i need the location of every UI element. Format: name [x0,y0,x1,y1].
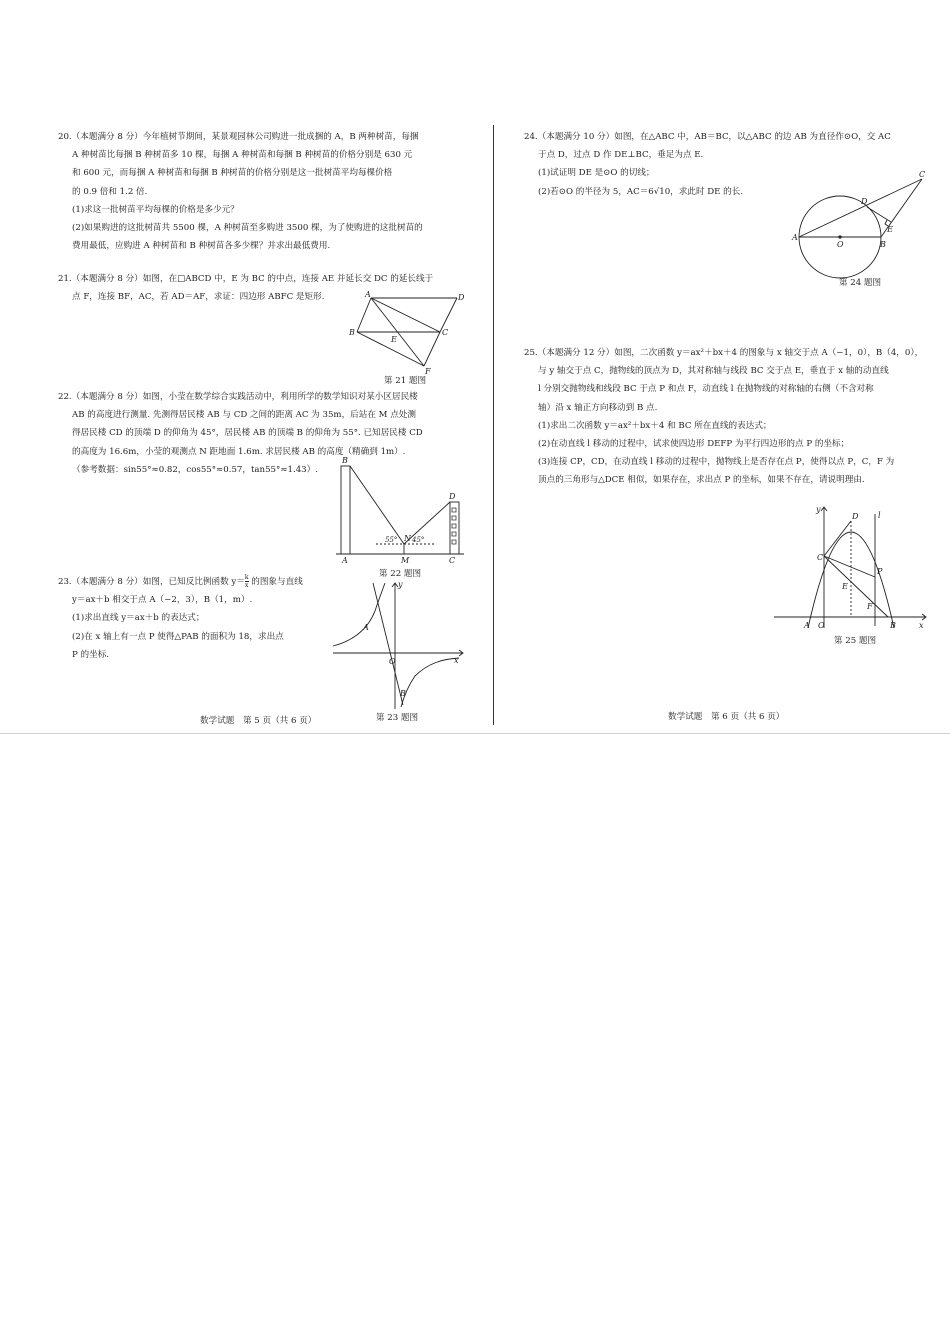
fig21-label-d: D [458,293,465,302]
fig25-label-c: C [817,553,824,562]
q23-line1-post: 的图象与直线 [248,577,303,587]
q23-frac-den: x [245,582,249,589]
fig24-label-o: O [837,240,844,249]
fig24-label-a: A [792,233,798,242]
q23-frac-num: k [244,574,249,581]
q20-line: (2)如果购进的这批树苗共 5500 棵，A 种树苗至多购进 3500 棵，为了使购进的这批树苗的 [72,223,423,234]
q22-line: AB 的高度进行测量. 先测得居民楼 AB 与 CD 之间的距离 AC 为 35m，后站在 M 点处测 [72,410,416,421]
question-23 [58,573,333,664]
fig23-label-a: A [363,623,369,632]
fig24-center-point [838,235,841,238]
figure-24-caption: 第 24 题图 [838,278,882,288]
figure-22 [336,456,466,566]
q24-line: 24.（本题满分 10 分）如图，在△ABC 中，AB＝BC，以△ABC 的边 AB 为直径作⊙O，交 AC [524,132,891,142]
q24-line: (1)试证明 DE 是⊙O 的切线； [538,168,655,179]
fig22-label-b: B [342,456,348,465]
fig21-label-b: B [349,328,355,337]
question-25 [524,344,939,490]
q25-line: (3)连接 CP，CD，在动直线 l 移动的过程中，抛物线上是否存在点 P，使得以点 P，C，F 为 [538,457,895,468]
q20-line: 和 600 元，而每捆 A 种树苗和每捆 B 种树苗的价格分别是这一批树苗平均每棵价格 [72,168,393,179]
q20-line: 20.（本题满分 8 分）今年植树节期间，某景观园林公司购进一批成捆的 A，B 两种树苗，每捆 [58,132,419,142]
figure-25-caption: 第 25 题图 [833,636,877,646]
q23-line1-pre: 23.（本题满分 8 分）如图，已知反比例函数 y＝ [58,577,245,587]
fig24-label-b: B [880,240,886,249]
fig22-angle-55: 55° [385,536,398,544]
fig23-label-b: B [400,689,406,698]
fig25-label-y: y [816,505,821,514]
q22-line: 的高度为 16.6m，小莹的观测点 N 距地面 1.6m. 求居民楼 AB 的高度（精确到 1m）. [72,446,406,457]
q25-line: 25.（本题满分 12 分）如图，二次函数 y＝ax²＋bx＋4 的图象与 x 轴交于点 A（−1，0），B（4，0）， [524,348,924,358]
q25-line: (1)求出二次函数 y＝ax²＋bx＋4 和 BC 所在直线的表达式； [538,420,772,431]
q21-line: 点 F，连接 BF，AC，若 AD＝AF，求证：四边形 ABFC 是矩形. [72,292,325,303]
fig24-label-e: E [887,225,893,234]
q24-line: 于点 D，过点 D 作 DE⊥BC，垂足为点 E. [538,150,704,161]
q21-line: 21.（本题满分 8 分）如图，在□ABCD 中，E 为 BC 的中点，连接 AE 并延长交 DC 的延长线于 [58,274,434,284]
fig21-label-e: E [391,335,397,344]
q23-line1 [58,573,333,591]
question-20 [58,128,470,255]
q25-line: (2)在动直线 l 移动的过程中，试求使四边形 DEFP 为平行四边形的点 P 的坐标； [538,439,850,450]
figure-23 [333,581,468,711]
fig25-label-f: F [867,602,873,611]
q20-line: 费用最低，应购进 A 种树苗和 B 种树苗各多少棵？并求出最低费用. [72,241,331,252]
fig22-label-n: N [404,534,411,543]
q24-line: (2)若⊙O 的半径为 5，AC＝6√10，求此时 DE 的长. [538,186,744,197]
q23-line: y＝ax＋b 相交于点 A（−2，3），B（1，m）. [72,595,253,606]
footer-page-6: 数学试题 第 6 页（共 6 页） [668,712,785,722]
figure-21-caption: 第 21 题图 [383,376,427,386]
q25-line: l 分别交抛物线和线段 BC 于点 P 和点 F，动直线 l 在抛物线的对称轴的右侧（不含对称 [538,384,874,395]
figure-24 [792,170,932,280]
q20-line: 的 0.9 倍和 1.2 倍. [72,186,148,197]
q23-line: (1)求出直线 y＝ax＋b 的表达式； [72,613,205,624]
page-divider [493,125,494,725]
figure-23-caption: 第 23 题图 [375,713,419,723]
fig25-label-a: A [804,621,810,630]
figure-22-caption: 第 22 题图 [378,569,422,579]
fig25-label-l: l [878,511,881,520]
fig21-label-f: F [425,367,431,376]
q22-line: 22.（本题满分 8 分）如图，小莹在数学综合实践活动中，利用所学的数学知识对某小区居民楼 [58,392,418,402]
fig25-label-e: E [842,582,848,591]
q25-line: 与 y 轴交于点 C，抛物线的顶点为 D，其对称轴与线段 BC 交于点 E，垂直于 x 轴的动直线 [538,366,889,377]
fig24-label-d: D [861,197,868,206]
fig23-label-o: O [389,657,396,666]
q22-line: 得居民楼 CD 的顶端 D 的仰角为 45°，居民楼 AB 的顶端 B 的仰角为 55°. 已知居民楼 CD [72,428,423,439]
footer-page-5: 数学试题 第 5 页（共 6 页） [200,716,317,726]
q25-line: 顶点的三角形与△DCE 相似，如果存在，求出点 P 的坐标，如果不存在，请说明理由. [538,475,865,486]
q22-line: （参考数据：sin55°≈0.82，cos55°≈0.57，tan55°≈1.43）. [72,464,318,475]
exam-sheet [0,108,950,733]
q20-line: A 种树苗比每捆 B 种树苗多 10 棵，每捆 A 种树苗和每捆 B 种树苗的价格分别是 630 元 [72,150,413,161]
q23-line: (2)在 x 轴上有一点 P 使得△PAB 的面积为 18，求出点 [72,631,284,642]
fig25-label-d: D [852,512,859,521]
fig25-label-p: P [877,567,883,576]
fig23-label-y: y [398,580,403,589]
fig25-label-b: B [890,621,896,630]
fig22-label-d: D [449,492,456,501]
fig22-label-m: M [401,556,410,565]
figure-21 [345,290,470,376]
fig21-label-c: C [442,328,449,337]
q20-line: (1)求这一批树苗平均每棵的价格是多少元？ [72,204,239,215]
q23-line: P 的坐标. [72,649,110,660]
fig25-label-o: O [818,621,825,630]
q25-line: 轴）沿 x 轴正方向移动到 B 点. [538,402,658,413]
fig25-label-x: x [919,621,924,630]
fig21-label-a: A [365,290,371,299]
sheet-bottom-rule [0,733,950,734]
figure-25 [772,504,930,630]
fig22-label-c: C [449,556,456,565]
fig24-label-c: C [919,170,926,179]
fig23-label-x: x [454,656,459,665]
fig22-label-a: A [342,556,348,565]
fig22-angle-45: 45° [412,536,425,544]
